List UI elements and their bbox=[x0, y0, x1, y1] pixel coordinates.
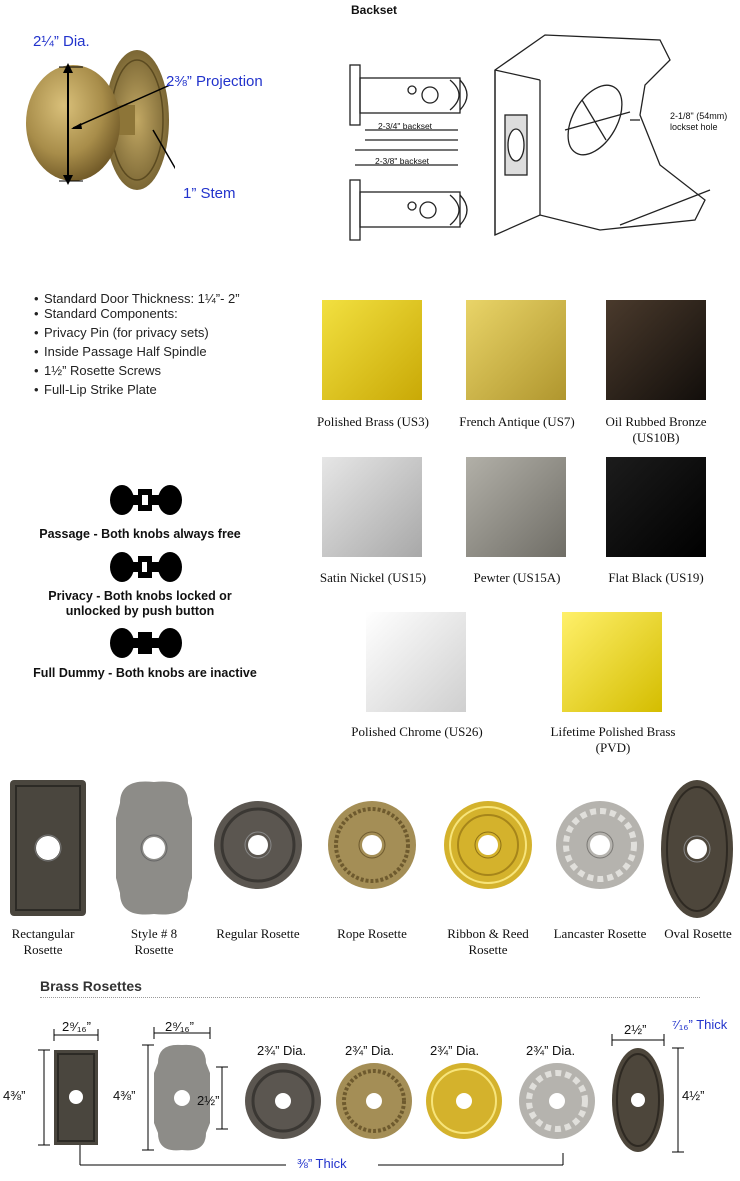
ribbon-dia-label: 2¾” Dia. bbox=[430, 1043, 480, 1058]
passage-label: Passage - Both knobs always free bbox=[39, 527, 241, 541]
rope-dia-label: 2¾” Dia. bbox=[345, 1043, 395, 1058]
feature-item: • Privacy Pin (for privacy sets) bbox=[34, 323, 240, 342]
stem-label: 1” Stem bbox=[183, 185, 236, 202]
lancaster-dia-label: 2¾” Dia. bbox=[526, 1043, 576, 1058]
rope-rosette-image bbox=[327, 800, 417, 890]
feature-item: • Inside Passage Half Spindle bbox=[34, 342, 240, 361]
oval-rosette-image bbox=[659, 778, 735, 920]
rosette-label: Ribbon & Reed Rosette bbox=[447, 926, 529, 957]
brass-regular-rosette bbox=[244, 1062, 322, 1140]
dummy-label: Full Dummy - Both knobs are inactive bbox=[33, 666, 257, 680]
brass-rope-rosette bbox=[335, 1062, 413, 1140]
finish-label: French Antique (US7) bbox=[459, 414, 575, 429]
backset-238-label: 2-3/8" backset bbox=[375, 156, 430, 166]
finish-label: Oil Rubbed Bronze (US10B) bbox=[605, 414, 707, 445]
thick-label: ⅜” Thick bbox=[297, 1156, 347, 1171]
style8-width-label: 2⁹⁄₁₆” bbox=[165, 1019, 194, 1034]
oval-height-label: 4½” bbox=[682, 1088, 705, 1103]
rosette-label: Style # 8 Rosette bbox=[130, 926, 178, 957]
knob-image bbox=[25, 45, 175, 205]
finish-label: Polished Brass (US3) bbox=[317, 414, 429, 429]
rectangular-rosette-image bbox=[8, 778, 88, 918]
rosette-label: Oval Rosette bbox=[664, 926, 732, 941]
brass-lancaster-rosette bbox=[518, 1062, 596, 1140]
ribbon-reed-rosette-image bbox=[443, 800, 533, 890]
finish-swatch-polished-brass bbox=[322, 300, 422, 400]
dummy-knobs-icon bbox=[108, 626, 184, 660]
section-divider bbox=[40, 997, 700, 998]
brass-style8-rosette bbox=[130, 1015, 240, 1155]
style8-height-label: 4⅜” bbox=[113, 1088, 136, 1103]
projection-label: 2⅜” Projection bbox=[166, 73, 263, 90]
backset-title: Backset bbox=[351, 3, 398, 17]
finish-label: Satin Nickel (US15) bbox=[319, 570, 427, 585]
finish-swatch-oil-rubbed-bronze bbox=[606, 300, 706, 400]
brass-rosettes-title: Brass Rosettes bbox=[40, 978, 142, 994]
finish-label: Pewter (US15A) bbox=[473, 570, 561, 585]
oval-width-label: 2½” bbox=[624, 1022, 647, 1037]
brass-ribbon-reed-rosette bbox=[425, 1062, 503, 1140]
finish-swatch-flat-black bbox=[606, 457, 706, 557]
backset-234-label: 2-3/4" backset bbox=[378, 121, 433, 131]
style8-inner-label: 2½” bbox=[197, 1093, 220, 1108]
style8-rosette-image bbox=[110, 778, 198, 918]
privacy-label: Privacy - Both knobs locked or unlocked by push button bbox=[48, 589, 232, 618]
finish-swatch-lifetime-brass bbox=[562, 612, 662, 712]
rect-width-label: 2⁹⁄₁₆” bbox=[62, 1019, 91, 1034]
finish-swatch-polished-chrome bbox=[366, 612, 466, 712]
finish-swatch-french-antique bbox=[466, 300, 566, 400]
brass-rect-rosette bbox=[20, 1015, 100, 1155]
features-list bbox=[34, 289, 240, 399]
regular-dia-label: 2¾” Dia. bbox=[257, 1043, 307, 1058]
finish-swatch-satin-nickel bbox=[322, 457, 422, 557]
finish-label: Polished Chrome (US26) bbox=[351, 724, 483, 739]
backset-diagram bbox=[340, 20, 740, 270]
feature-item: • Standard Door Thickness: 1¼”- 2” bbox=[34, 289, 240, 308]
finish-swatch-pewter bbox=[466, 457, 566, 557]
regular-rosette-image bbox=[213, 800, 303, 890]
diameter-label: 2¼” Dia. bbox=[33, 33, 90, 50]
feature-item: • Full-Lip Strike Plate bbox=[34, 380, 240, 399]
finish-label: Flat Black (US19) bbox=[608, 570, 704, 585]
feature-item: • 1½” Rosette Screws bbox=[34, 361, 240, 380]
rosette-label: Regular Rosette bbox=[216, 926, 300, 941]
rect-height-label: 4⅜” bbox=[3, 1088, 26, 1103]
oval-thick-label: ⁷⁄₁₆” Thick bbox=[672, 1017, 728, 1032]
rosette-label: Rope Rosette bbox=[337, 926, 407, 941]
privacy-knobs-icon bbox=[108, 550, 184, 584]
feature-item: • Standard Components: bbox=[34, 304, 240, 323]
lancaster-rosette-image bbox=[555, 800, 645, 890]
passage-knobs-icon bbox=[108, 483, 184, 517]
rosette-label: Rectangular Rosette bbox=[11, 926, 75, 957]
lockset-hole-label: 2-1/8" (54mm) lockset hole bbox=[670, 111, 728, 132]
finish-label: Lifetime Polished Brass (PVD) bbox=[550, 724, 676, 755]
rosette-label: Lancaster Rosette bbox=[553, 926, 647, 941]
